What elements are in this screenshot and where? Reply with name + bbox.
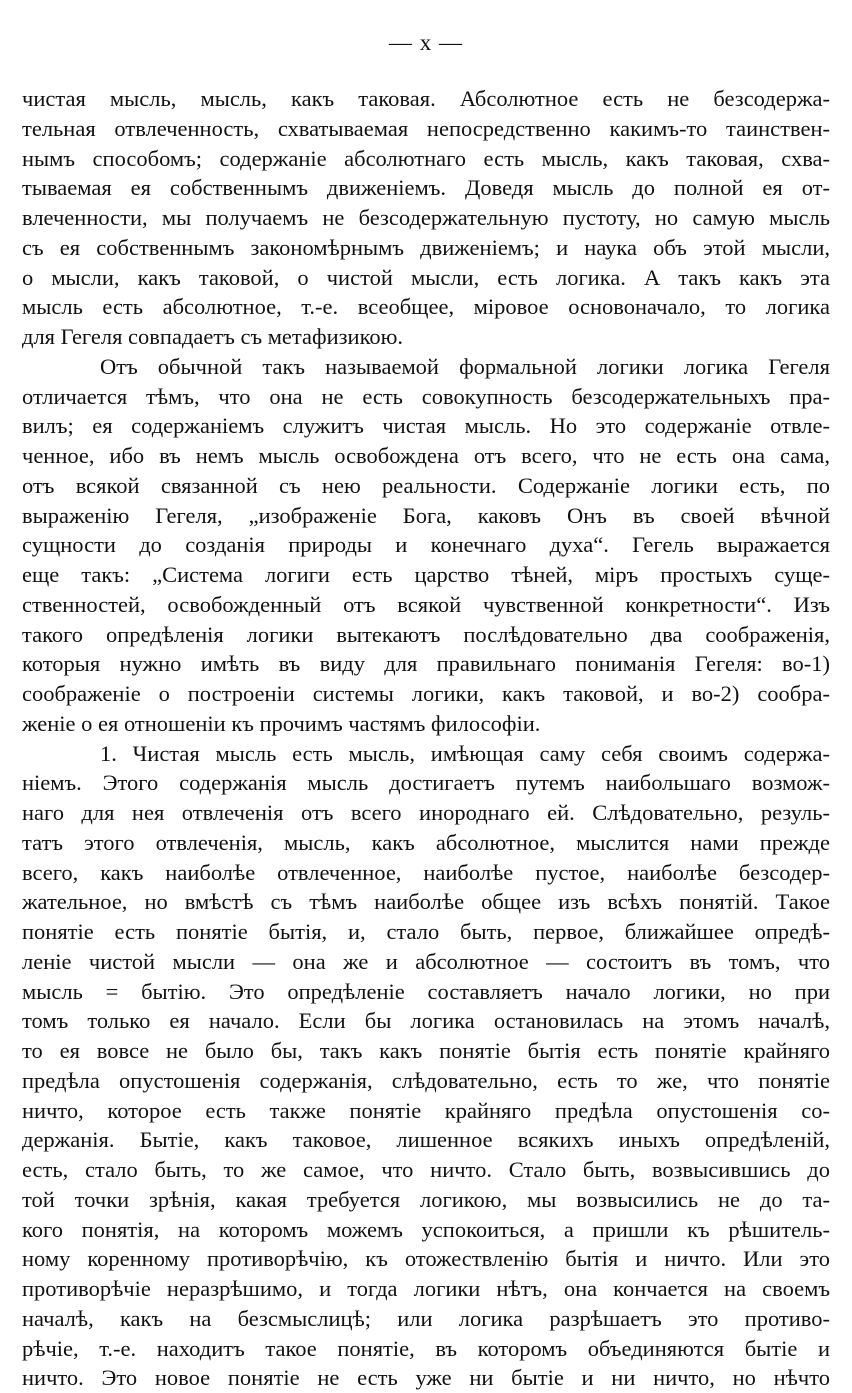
text-line: рѣчіе, т.-е. находитъ такое понятіе, въ которомъ объединяются бытіе и bbox=[22, 1334, 830, 1364]
text-line: Отъ обычной такъ называемой формальной логики логика Гегеля bbox=[22, 352, 830, 382]
text-line: томъ только ея начало. Если бы логика остановилась на этомъ началѣ, bbox=[22, 1006, 830, 1036]
text-line: ничто. Это новое понятіе не есть уже ни бытіе и ни ничто, но нѣчто bbox=[22, 1363, 830, 1393]
text-line: понятіе есть понятіе бытія, и, стало быть, первое, ближайшее опредѣ- bbox=[22, 917, 830, 947]
text-line: еще такъ: „Система логиги есть царство тѣней, міръ простыхъ суще- bbox=[22, 560, 830, 590]
text-line: о мысли, какъ таковой, о чистой мысли, есть логика. А такъ какъ эта bbox=[22, 263, 830, 293]
text-line: влеченности, мы получаемъ не безсодержательную пустоту, но самую мысль bbox=[22, 203, 830, 233]
text-line: леніе чистой мысли — она же и абсолютное — состоитъ въ томъ, что bbox=[22, 947, 830, 977]
text-line: такого опредѣленія логики вытекаютъ послѣдовательно два соображенія, bbox=[22, 620, 830, 650]
text-line: женіе о ея отношеніи къ прочимъ частямъ философіи. bbox=[22, 709, 830, 739]
text-line: тываемая ея собственнымъ движеніемъ. Доведя мысль до полной ея от- bbox=[22, 173, 830, 203]
text-line: жательное, но вмѣстѣ съ тѣмъ наиболѣе общее изъ всѣхъ понятій. Такое bbox=[22, 887, 830, 917]
text-line: чистая мысль, мысль, какъ таковая. Абсолютное есть не безсодержа- bbox=[22, 84, 830, 114]
text-line: той точки зрѣнія, какая требуется логикою, мы возвысились не до та- bbox=[22, 1185, 830, 1215]
text-line: тельная отвлеченность, схватываемая непосредственно какимъ-то таинствен- bbox=[22, 114, 830, 144]
paragraph-3 bbox=[22, 739, 830, 1393]
text-line: есть, стало быть, то же самое, что ничто. Стало быть, возвысившись до bbox=[22, 1155, 830, 1185]
text-line: ніемъ. Этого содержанія мысль достигаетъ путемъ наибольшаго возмож- bbox=[22, 768, 830, 798]
text-line: мысль = бытію. Это опредѣленіе составляетъ начало логики, но при bbox=[22, 977, 830, 1007]
text-line: кого понятія, на которомъ можемъ успокоиться, а пришли къ рѣшитель- bbox=[22, 1215, 830, 1245]
text-line: съ ея собственнымъ закономѣрнымъ движеніемъ; и наука объ этой мысли, bbox=[22, 233, 830, 263]
page-number: — x — bbox=[0, 28, 852, 58]
text-line: мысль есть абсолютное, т.-е. всеобщее, міровое основоначало, то логика bbox=[22, 292, 830, 322]
text-line: противорѣчіе неразрѣшимо, и тогда логики нѣтъ, она кончается на своемъ bbox=[22, 1274, 830, 1304]
paragraph-1 bbox=[22, 84, 830, 352]
text-line: ченное, ибо въ немъ мысль освобождена отъ всего, что не есть она сама, bbox=[22, 441, 830, 471]
text-line: отличается тѣмъ, что она не есть совокупность безсодержательныхъ пра- bbox=[22, 382, 830, 412]
text-line: татъ этого отвлеченія, мысль, какъ абсолютное, мыслится нами прежде bbox=[22, 828, 830, 858]
text-body bbox=[22, 84, 830, 1393]
text-line: для Гегеля совпадаетъ съ метафизикою. bbox=[22, 322, 830, 352]
text-line: вилъ; ея содержаніемъ служитъ чистая мысль. Но это содержаніе отвле- bbox=[22, 411, 830, 441]
text-line: началѣ, какъ на безсмыслицѣ; или логика разрѣшаетъ это противо- bbox=[22, 1304, 830, 1334]
text-line: выраженію Гегеля, „изображеніе Бога, каковъ Онъ въ своей вѣчной bbox=[22, 501, 830, 531]
text-line: ничто, которое есть также понятіе крайняго предѣла опустошенія со- bbox=[22, 1096, 830, 1126]
text-line: всего, какъ наиболѣе отвлеченное, наиболѣе пустое, наиболѣе безсодер- bbox=[22, 858, 830, 888]
text-line: ному коренному противорѣчію, къ отожествленію бытія и ничто. Или это bbox=[22, 1244, 830, 1274]
text-line: ственностей, освобожденный отъ всякой чувственной конкретности“. Изъ bbox=[22, 590, 830, 620]
text-line: держанія. Бытіе, какъ таковое, лишенное всякихъ иныхъ опредѣленій, bbox=[22, 1125, 830, 1155]
text-line: наго для нея отвлеченія отъ всего инороднаго ей. Слѣдовательно, резуль- bbox=[22, 798, 830, 828]
text-line: предѣла опустошенія содержанія, слѣдовательно, есть то же, что понятіе bbox=[22, 1066, 830, 1096]
paragraph-2 bbox=[22, 352, 830, 739]
text-line: нымъ способомъ; содержаніе абсолютнаго есть мысль, какъ таковая, схва- bbox=[22, 144, 830, 174]
text-line: то ея вовсе не было бы, такъ какъ понятіе бытія есть понятіе крайняго bbox=[22, 1036, 830, 1066]
text-line: которыя нужно имѣть въ виду для правильнаго пониманія Гегеля: во-1) bbox=[22, 649, 830, 679]
text-line: соображеніе о построеніи системы логики, какъ таковой, и во-2) сообра- bbox=[22, 679, 830, 709]
text-line: 1. Чистая мысль есть мысль, имѣющая саму себя своимъ содержа- bbox=[22, 739, 830, 769]
text-line: сущности до созданія природы и конечнаго духа“. Гегель выражается bbox=[22, 530, 830, 560]
text-line: отъ всякой связанной съ нею реальности. Содержаніе логики есть, по bbox=[22, 471, 830, 501]
